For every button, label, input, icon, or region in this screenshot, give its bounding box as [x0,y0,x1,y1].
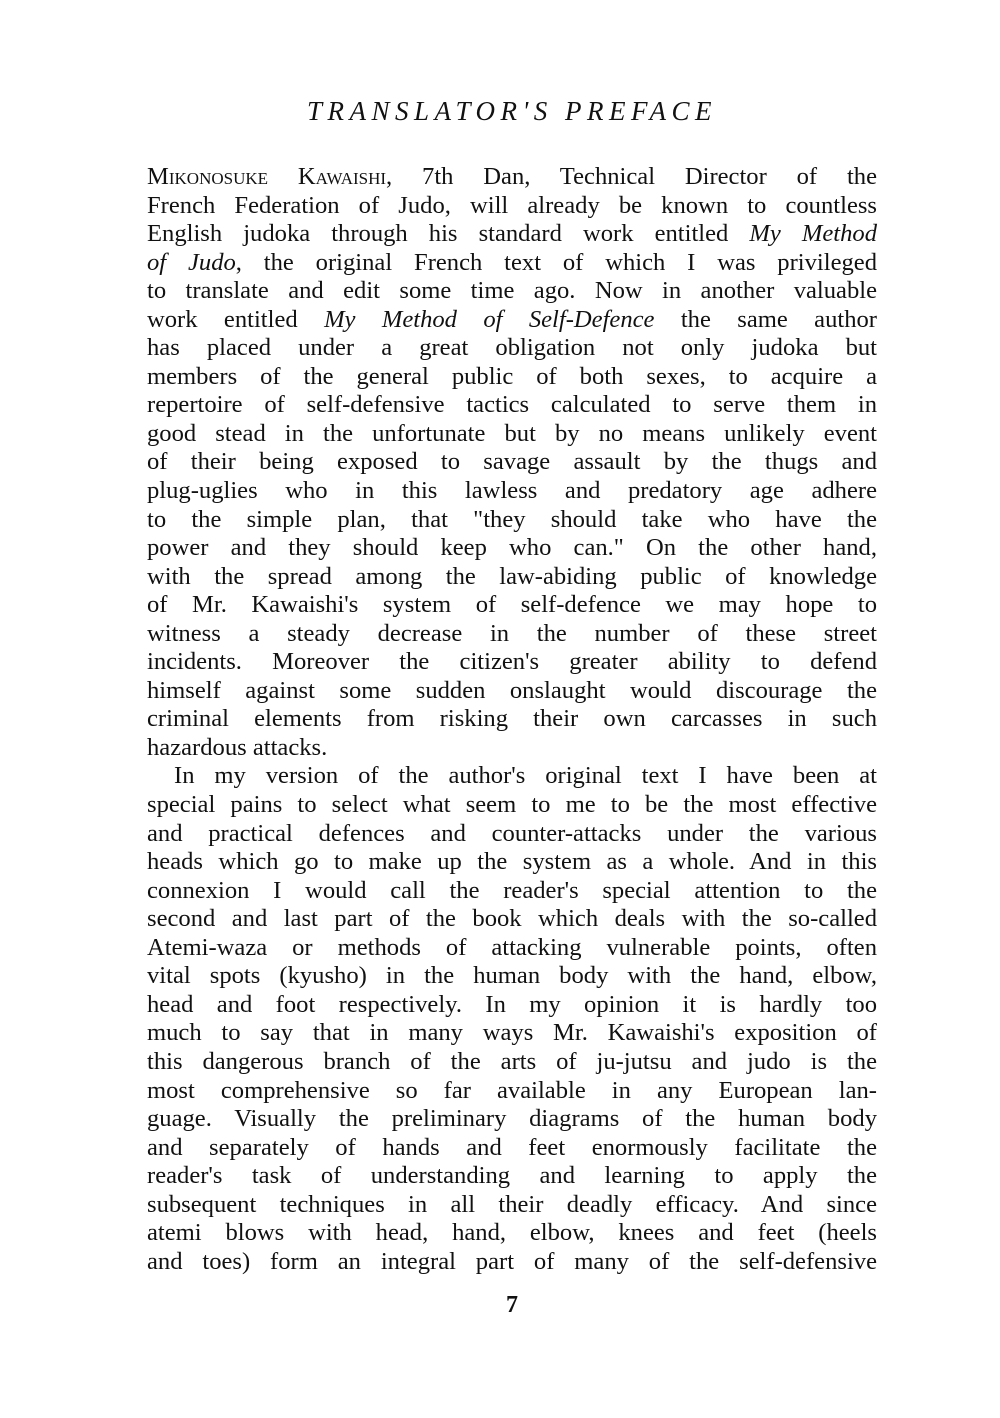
text-line: plug-uglies who in this lawless and predatory age adhere [147,477,877,505]
text-line: with the spread among the law-abiding public of knowledge [147,562,877,590]
book-title: of Judo [147,248,236,276]
book-title: My Method of Self-Defence [324,305,655,333]
text-line: English judoka through his standard work entitled My Method [147,220,878,248]
text-line: members of the general public of both sexes, to acquire a [147,362,877,390]
text-line: work entitled My Method of Self-Defence the same author [147,305,877,333]
body-text [147,163,877,1276]
text-line: Atemi-waza or methods of attacking vulnerable points, often [147,933,877,961]
page-number: 7 [506,1292,518,1318]
page-heading: TRANSLATOR'S PREFACE [306,96,718,126]
text-line: himself against some sudden onslaught would discourage the [147,676,877,704]
text-line: and practical defences and counter-attacks under the various [147,819,877,847]
text-line: guage. Visually the preliminary diagrams of the human body [147,1105,877,1133]
author-first-name: Mikonosuke [147,163,269,190]
text-line: and separately of hands and feet enormously facilitate the [147,1133,877,1161]
text-line: power and they should keep who can." On the other hand, [147,534,877,562]
text-line: reader's task of understanding and learning to apply the [147,1162,877,1190]
text-line: of Judo, the original French text of which I was privileged [147,248,878,276]
text-line: much to say that in many ways Mr. Kawaishi's exposition of [147,1019,877,1047]
text-line: vital spots (kyusho) in the human body with the hand, elbow, [147,962,877,990]
text-line: criminal elements from risking their own carcasses in such [147,705,877,733]
text-line: special pains to select what seem to me to be the most effective [147,791,877,819]
book-title: My Method [749,220,878,248]
text-line: repertoire of self-defensive tactics calculated to serve them in [147,391,877,419]
text-line: connexion I would call the reader's special attention to the [147,876,877,904]
text-line: atemi blows with head, hand, elbow, knees and feet (heels [147,1219,877,1247]
text-line: Mikonosuke Kawaishi, 7th Dan, Technical Director of the [147,163,877,190]
text-line: hazardous attacks. [147,733,328,761]
text-line: this dangerous branch of the arts of ju-jutsu and judo is the [147,1047,877,1075]
book-page [147,0,877,1418]
text-line: good stead in the unfortunate but by no means unlikely event [147,419,877,447]
text-line: to translate and edit some time ago. Now in another valuable [147,277,877,305]
text-line: to the simple plan, that "they should take who have the [147,505,877,533]
text-line: incidents. Moreover the citizen's greater ability to defend [147,648,877,676]
author-last-name: Kawaishi [297,163,387,190]
text-line: most comprehensive so far available in any European lan- [147,1076,877,1104]
text-line: heads which go to make up the system as a whole. And in this [147,848,877,876]
text-line: has placed under a great obligation not only judoka but [147,334,877,362]
text-line: head and foot respectively. In my opinion it is hardly too [147,990,877,1018]
text-line: of Mr. Kawaishi's system of self-defence we may hope to [147,591,877,619]
text-line: witness a steady decrease in the number of these street [147,619,877,647]
text-line: of their being exposed to savage assault by the thugs and [147,448,877,476]
text-line: second and last part of the book which deals with the so-called [147,905,877,933]
text-line: and toes) form an integral part of many of the self-defensive [147,1247,877,1275]
text-line: French Federation of Judo, will already be known to countless [147,191,877,219]
text-line: subsequent techniques in all their deadly efficacy. And since [147,1190,877,1218]
text-line: In my version of the author's original text I have been at [174,762,877,790]
